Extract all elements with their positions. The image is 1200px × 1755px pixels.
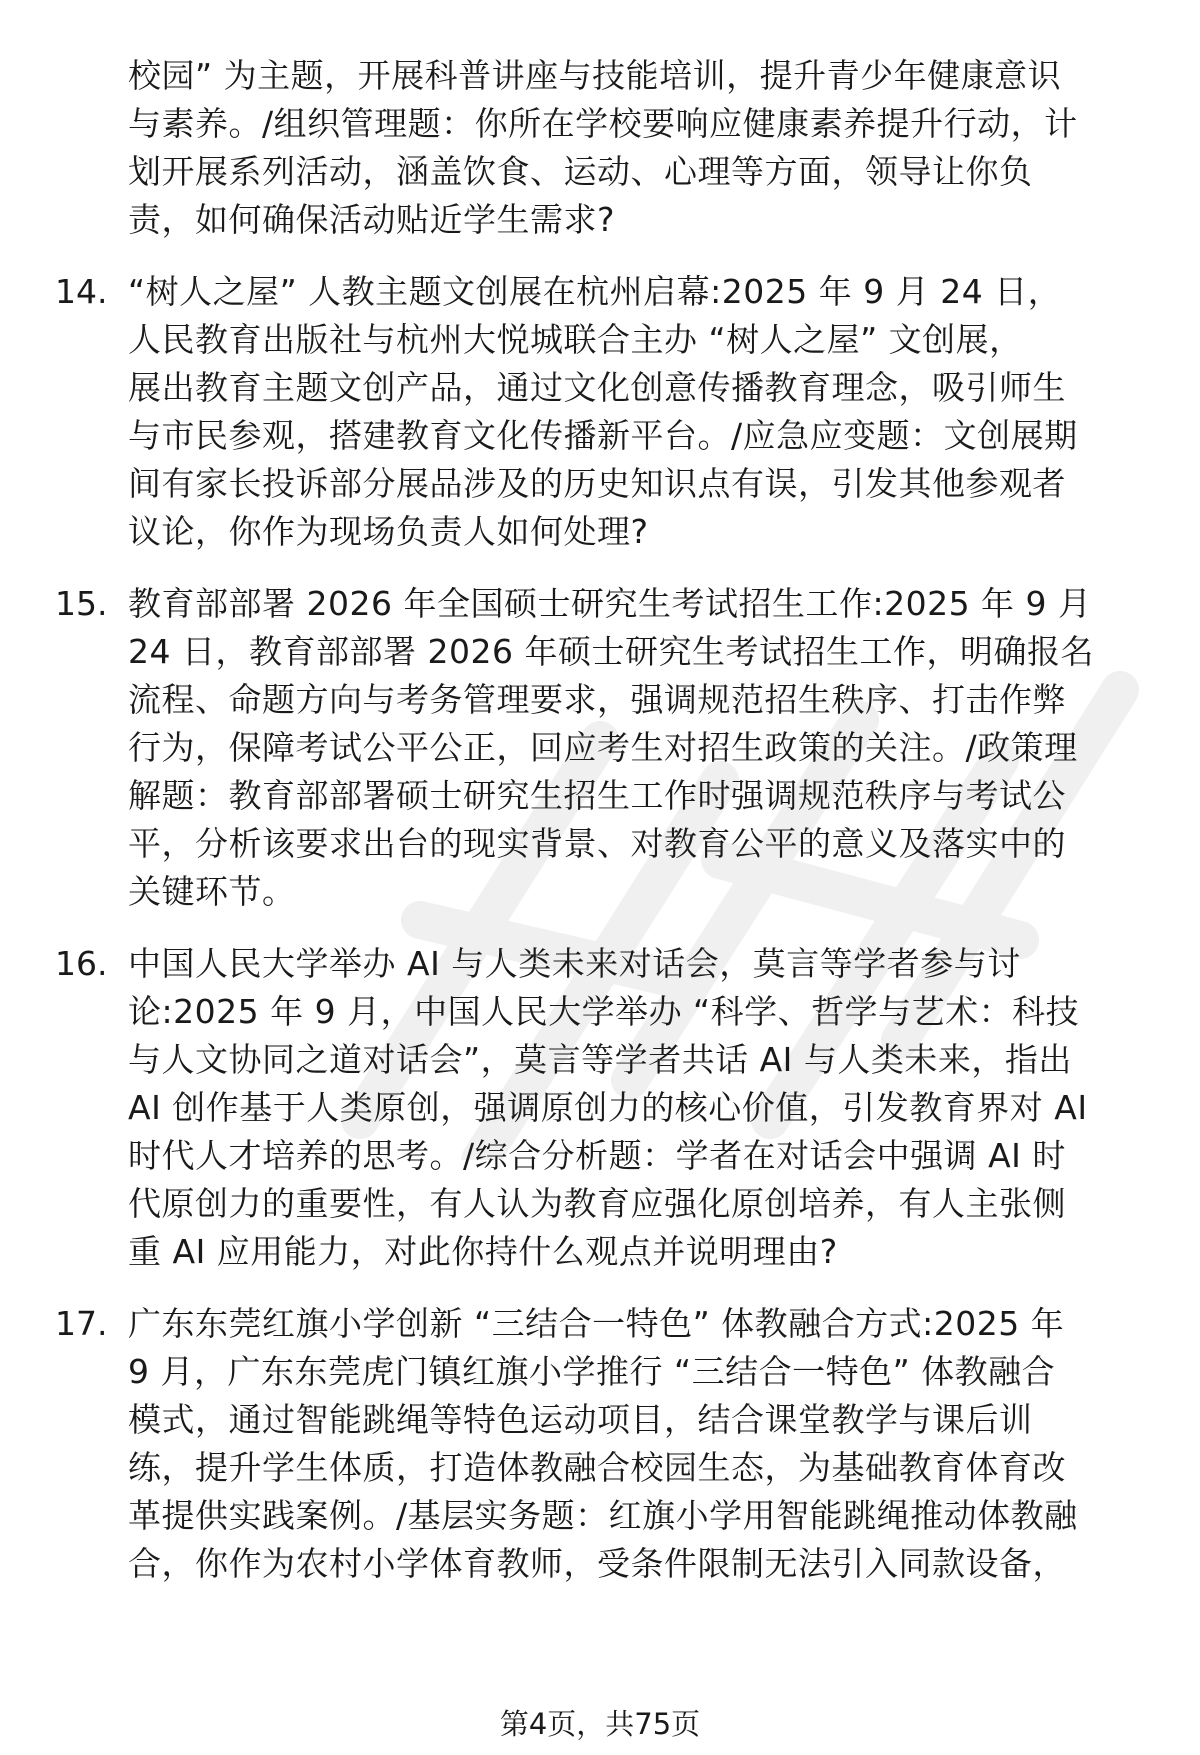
item-line: 议论，你作为现场负责人如何处理? — [128, 512, 649, 551]
intro-line: 责，如何确保活动贴近学生需求? — [128, 200, 616, 239]
item-line: 人民教育出版社与杭州大悦城联合主办 “树人之屋” 文创展， — [128, 320, 1023, 359]
intro-line: 与素养。/组织管理题：你所在学校要响应健康素养提升行动，计 — [128, 104, 1078, 143]
item-number: 17. — [55, 1304, 108, 1343]
item-line: 代原创力的重要性，有人认为教育应强化原创培养，有人主张侧 — [128, 1184, 1066, 1223]
page-footer: 第4页，共75页 — [499, 1707, 701, 1741]
item-line: 重 AI 应用能力，对此你持什么观点并说明理由? — [128, 1232, 838, 1271]
item-line: 时代人才培养的思考。/综合分析题：学者在对话会中强调 AI 时 — [128, 1136, 1066, 1175]
item-line: 流程、命题方向与考务管理要求，强调规范招生秩序、打击作弊 — [128, 680, 1066, 719]
item-line: 9 月，广东东莞虎门镇红旗小学推行 “三结合一特色” 体教融合 — [128, 1352, 1056, 1391]
item-line: “树人之屋” 人教主题文创展在杭州启幕:2025 年 9 月 24 日， — [128, 272, 1062, 311]
item-line: 广东东莞红旗小学创新 “三结合一特色” 体教融合方式:2025 年 — [128, 1304, 1065, 1343]
item-number: 14. — [55, 272, 108, 311]
item-line: 革提供实践案例。/基层实务题：红旗小学用智能跳绳推动体教融 — [128, 1496, 1078, 1535]
item-number: 15. — [55, 584, 108, 623]
intro-line: 校园” 为主题，开展科普讲座与技能培训，提升青少年健康意识 — [128, 56, 1062, 95]
item-line: 中国人民大学举办 AI 与人类未来对话会，莫言等学者参与讨 — [128, 944, 1021, 983]
item-line: 24 日，教育部部署 2026 年硕士研究生考试招生工作，明确报名 — [128, 632, 1094, 671]
item-line: 行为，保障考试公平公正，回应考生对招生政策的关注。/政策理 — [128, 728, 1078, 767]
item-line: 合，你作为农村小学体育教师，受条件限制无法引入同款设备， — [128, 1544, 1066, 1583]
item-line: 论:2025 年 9 月，中国人民大学举办 “科学、哲学与艺术：科技 — [128, 992, 1080, 1031]
item-line: 间有家长投诉部分展品涉及的历史知识点有误，引发其他参观者 — [128, 464, 1066, 503]
item-line: 与人文协同之道对话会”，莫言等学者共话 AI 与人类未来，指出 — [128, 1040, 1072, 1079]
item-line: 解题：教育部部署硕士研究生招生工作时强调规范秩序与考试公 — [128, 776, 1066, 815]
item-line: 教育部部署 2026 年全国硕士研究生考试招生工作:2025 年 9 月 — [128, 584, 1092, 623]
item-line: 平，分析该要求出台的现实背景、对教育公平的意义及落实中的 — [128, 824, 1066, 863]
item-number: 16. — [55, 944, 108, 983]
item-line: AI 创作基于人类原创，强调原创力的核心价值，引发教育界对 AI — [128, 1088, 1088, 1127]
item-line: 模式，通过智能跳绳等特色运动项目，结合课堂教学与课后训 — [128, 1400, 1033, 1439]
item-line: 展出教育主题文创产品，通过文化创意传播教育理念，吸引师生 — [128, 368, 1066, 407]
intro-line: 划开展系列活动，涵盖饮食、运动、心理等方面，领导让你负 — [128, 152, 1033, 191]
item-line: 与市民参观，搭建教育文化传播新平台。/应急应变题：文创展期 — [128, 416, 1078, 455]
item-line: 练，提升学生体质，打造体教融合校园生态，为基础教育体育改 — [128, 1448, 1066, 1487]
item-line: 关键环节。 — [128, 872, 296, 911]
